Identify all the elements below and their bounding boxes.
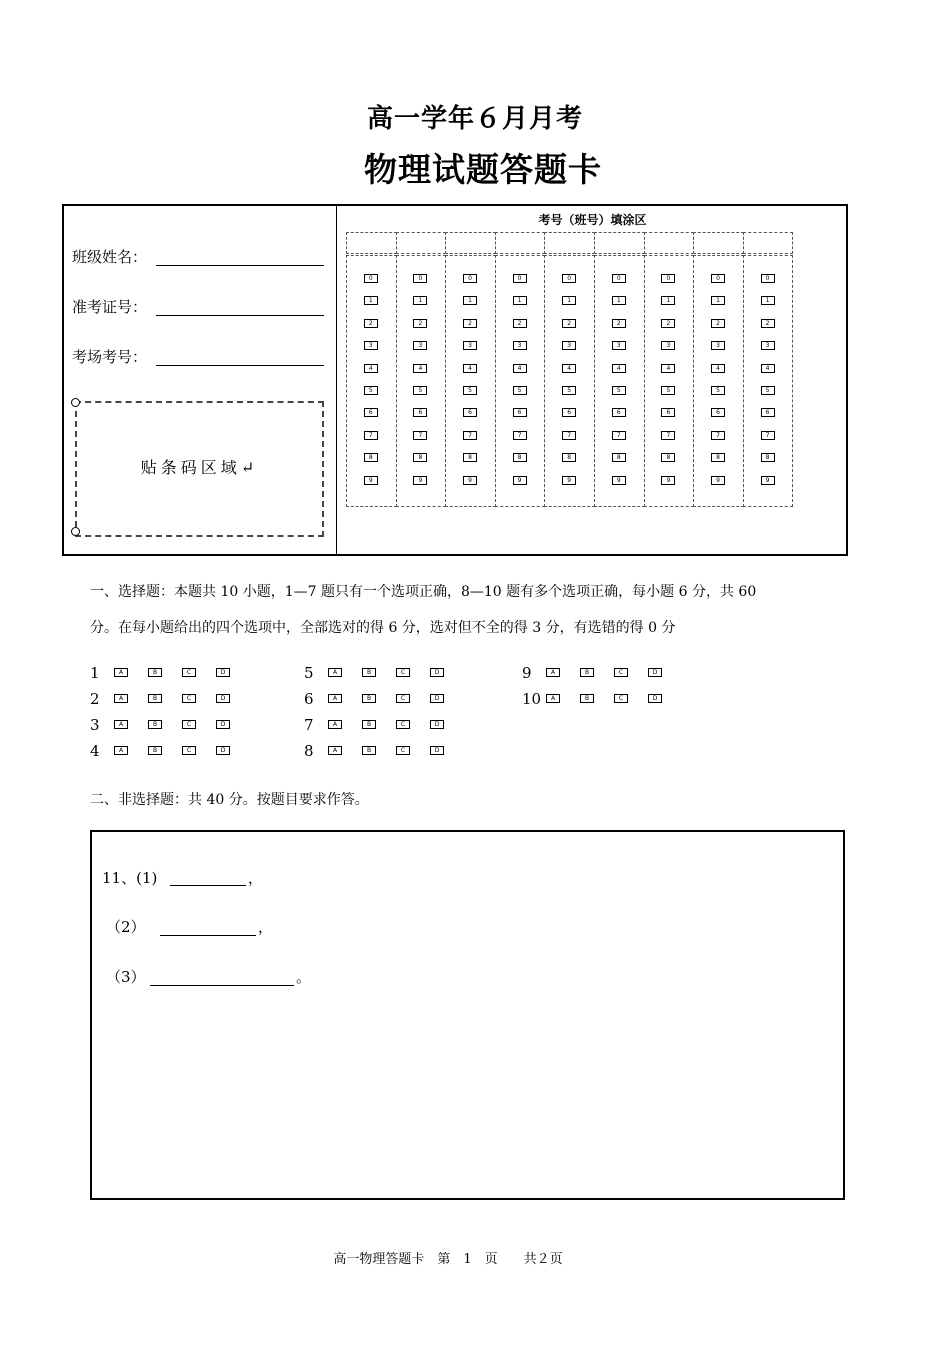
choice-bubble-c[interactable]: C: [396, 720, 410, 729]
id-digit-bubble[interactable]: 3: [612, 341, 626, 350]
page-footer: 高一物理答题卡 第 1 页 共２页: [333, 1252, 563, 1267]
choice-bubble-a[interactable]: A: [114, 720, 128, 729]
barcode-corner-marker: [71, 398, 80, 407]
q11-end-mark: 。: [296, 968, 312, 986]
id-digit-bubble[interactable]: 6: [612, 408, 626, 417]
exam-title: 高一学年６月月考: [366, 104, 583, 134]
id-digit-bubble[interactable]: 8: [463, 453, 477, 462]
question-number: 6: [304, 690, 314, 708]
id-write-cell[interactable]: [396, 232, 447, 254]
choice-bubble-c[interactable]: C: [614, 668, 628, 677]
id-digit-bubble[interactable]: 6: [513, 408, 527, 417]
id-digit-column: [445, 255, 496, 507]
section1-instructions-line2: 分。在每小题给出的四个选项中，全部选对的得 6 分，选对但不全的得 3 分，有选错的得 0 分: [90, 620, 676, 636]
id-digit-bubble[interactable]: 8: [413, 453, 427, 462]
id-digit-bubble[interactable]: 4: [513, 364, 527, 373]
question-number: 7: [304, 716, 314, 734]
id-digit-bubble[interactable]: 5: [761, 386, 775, 395]
id-digit-column: [693, 255, 744, 507]
id-digit-bubble[interactable]: 6: [562, 408, 576, 417]
answer-sheet-title: 物理试题答题卡: [364, 150, 602, 189]
id-digit-bubble[interactable]: 1: [562, 296, 576, 305]
choice-bubble-c[interactable]: C: [182, 720, 196, 729]
id-digit-bubble[interactable]: 3: [513, 341, 527, 350]
id-digit-bubble[interactable]: 0: [711, 274, 725, 283]
id-digit-bubble[interactable]: 2: [413, 319, 427, 328]
section2-instructions: 二、非选择题：共 40 分。按题目要求作答。: [90, 792, 369, 808]
id-write-cell[interactable]: [644, 232, 695, 254]
id-write-cell[interactable]: [594, 232, 645, 254]
choice-bubble-a[interactable]: A: [546, 694, 560, 703]
id-digit-bubble[interactable]: 3: [661, 341, 675, 350]
choice-bubble-c[interactable]: C: [614, 694, 628, 703]
exam-number-label: 准考证号：: [72, 298, 148, 316]
choice-bubble-a[interactable]: A: [328, 746, 342, 755]
id-digit-bubble[interactable]: 5: [364, 386, 378, 395]
id-write-cell[interactable]: [495, 232, 546, 254]
id-digit-bubble[interactable]: 0: [661, 274, 675, 283]
id-digit-bubble[interactable]: 9: [413, 476, 427, 485]
id-digit-bubble[interactable]: 1: [463, 296, 477, 305]
id-digit-column: [594, 255, 645, 507]
id-digit-bubble[interactable]: 0: [612, 274, 626, 283]
id-digit-bubble[interactable]: 7: [661, 431, 675, 440]
id-digit-bubble[interactable]: 9: [661, 476, 675, 485]
id-digit-bubble[interactable]: 9: [463, 476, 477, 485]
id-digit-bubble[interactable]: 2: [612, 319, 626, 328]
id-digit-bubble[interactable]: 6: [661, 408, 675, 417]
id-write-cell[interactable]: [743, 232, 794, 254]
choice-bubble-a[interactable]: A: [328, 694, 342, 703]
id-digit-bubble[interactable]: 6: [364, 408, 378, 417]
id-digit-bubble[interactable]: 7: [711, 431, 725, 440]
q11-prefix: 11、(1): [102, 869, 158, 887]
id-digit-bubble[interactable]: 3: [761, 341, 775, 350]
id-digit-bubble[interactable]: 8: [513, 453, 527, 462]
id-digit-bubble[interactable]: 9: [513, 476, 527, 485]
choice-bubble-d[interactable]: D: [216, 668, 230, 677]
id-digit-bubble[interactable]: 3: [562, 341, 576, 350]
choice-bubble-b[interactable]: B: [362, 694, 376, 703]
id-digit-bubble[interactable]: 5: [463, 386, 477, 395]
id-digit-bubble[interactable]: 0: [463, 274, 477, 283]
question-number: 3: [90, 716, 100, 734]
id-digit-bubble[interactable]: 0: [761, 274, 775, 283]
id-digit-bubble[interactable]: 5: [711, 386, 725, 395]
id-digit-bubble[interactable]: 9: [761, 476, 775, 485]
question-number: 9: [522, 664, 532, 682]
id-digit-column: [396, 255, 447, 507]
id-digit-bubble[interactable]: 8: [661, 453, 675, 462]
id-write-cell[interactable]: [693, 232, 744, 254]
q11-blank-1[interactable]: [170, 884, 246, 886]
id-digit-bubble[interactable]: 4: [761, 364, 775, 373]
question-number: 1: [90, 664, 100, 682]
id-digit-bubble[interactable]: 9: [364, 476, 378, 485]
choice-bubble-d[interactable]: D: [430, 694, 444, 703]
choice-bubble-c[interactable]: C: [182, 694, 196, 703]
id-digit-bubble[interactable]: 2: [711, 319, 725, 328]
id-digit-bubble[interactable]: 8: [711, 453, 725, 462]
exam-number-field[interactable]: [156, 314, 324, 316]
id-digit-bubble[interactable]: 4: [364, 364, 378, 373]
id-digit-bubble[interactable]: 6: [761, 408, 775, 417]
choice-bubble-b[interactable]: B: [580, 694, 594, 703]
question-number: 4: [90, 742, 100, 760]
choice-bubble-d[interactable]: D: [648, 668, 662, 677]
id-digit-bubble[interactable]: 8: [364, 453, 378, 462]
id-digit-bubble[interactable]: 9: [562, 476, 576, 485]
id-digit-bubble[interactable]: 7: [413, 431, 427, 440]
id-digit-bubble[interactable]: 8: [761, 453, 775, 462]
choice-bubble-a[interactable]: A: [114, 694, 128, 703]
id-digit-bubble[interactable]: 7: [513, 431, 527, 440]
question-number: 5: [304, 664, 314, 682]
barcode-corner-marker: [71, 527, 80, 536]
id-write-cell[interactable]: [445, 232, 496, 254]
id-zone-title: 考号（班号）填涂区: [538, 213, 647, 227]
barcode-area-label: 贴条码区域↵: [140, 458, 259, 477]
id-digit-bubble[interactable]: 4: [413, 364, 427, 373]
choice-bubble-b[interactable]: B: [362, 720, 376, 729]
room-number-label: 考场考号：: [72, 348, 148, 366]
choice-bubble-d[interactable]: D: [430, 668, 444, 677]
id-digit-bubble[interactable]: 4: [711, 364, 725, 373]
id-digit-bubble[interactable]: 2: [364, 319, 378, 328]
id-digit-bubble[interactable]: 2: [513, 319, 527, 328]
id-digit-bubble[interactable]: 5: [513, 386, 527, 395]
id-digit-bubble[interactable]: 4: [612, 364, 626, 373]
id-write-cell[interactable]: [346, 232, 397, 254]
choice-bubble-b[interactable]: B: [580, 668, 594, 677]
choice-bubble-b[interactable]: B: [148, 720, 162, 729]
id-digit-bubble[interactable]: 3: [711, 341, 725, 350]
choice-bubble-c[interactable]: C: [396, 668, 410, 677]
id-digit-bubble[interactable]: 0: [413, 274, 427, 283]
choice-bubble-a[interactable]: A: [114, 746, 128, 755]
id-digit-bubble[interactable]: 9: [612, 476, 626, 485]
id-digit-bubble[interactable]: 7: [562, 431, 576, 440]
id-digit-bubble[interactable]: 6: [413, 408, 427, 417]
question-number: 10: [522, 690, 542, 708]
id-digit-bubble[interactable]: 1: [364, 296, 378, 305]
id-digit-bubble[interactable]: 1: [612, 296, 626, 305]
choice-bubble-d[interactable]: D: [648, 694, 662, 703]
id-digit-bubble[interactable]: 5: [413, 386, 427, 395]
id-digit-bubble[interactable]: 0: [364, 274, 378, 283]
choice-bubble-b[interactable]: B: [148, 668, 162, 677]
choice-bubble-a[interactable]: A: [114, 668, 128, 677]
id-digit-bubble[interactable]: 6: [463, 408, 477, 417]
id-digit-column: [495, 255, 546, 507]
id-digit-bubble[interactable]: 2: [562, 319, 576, 328]
choice-bubble-d[interactable]: D: [430, 720, 444, 729]
id-digit-column: [644, 255, 695, 507]
id-digit-bubble[interactable]: 0: [562, 274, 576, 283]
choice-bubble-a[interactable]: A: [328, 668, 342, 677]
q11-part2-label: （2）: [106, 918, 146, 936]
id-digit-column: [346, 255, 397, 507]
id-digit-bubble[interactable]: 4: [562, 364, 576, 373]
choice-bubble-c[interactable]: C: [396, 694, 410, 703]
id-digit-bubble[interactable]: 3: [413, 341, 427, 350]
id-digit-bubble[interactable]: 7: [761, 431, 775, 440]
id-digit-bubble[interactable]: 5: [661, 386, 675, 395]
room-number-field[interactable]: [156, 364, 324, 366]
question-number: 8: [304, 742, 314, 760]
info-box-divider: [336, 206, 337, 556]
id-digit-bubble[interactable]: 5: [562, 386, 576, 395]
id-digit-column: [743, 255, 794, 507]
q11-separator-2: ，: [258, 918, 274, 936]
choice-bubble-d[interactable]: D: [216, 694, 230, 703]
choice-bubble-c[interactable]: C: [396, 746, 410, 755]
id-digit-bubble[interactable]: 7: [364, 431, 378, 440]
q11-part3-label: （3）: [106, 968, 146, 986]
q11-separator-1: ，: [248, 869, 264, 887]
id-digit-bubble[interactable]: 8: [562, 453, 576, 462]
id-digit-bubble[interactable]: 7: [463, 431, 477, 440]
choice-bubble-a[interactable]: A: [546, 668, 560, 677]
id-digit-bubble[interactable]: 6: [711, 408, 725, 417]
id-digit-bubble[interactable]: 2: [761, 319, 775, 328]
section1-instructions-line1: 一、选择题：本题共 10 小题，1—7 题只有一个选项正确，8—10 题有多个选项正确，每小题 6 分，共 60: [90, 584, 757, 600]
choice-bubble-c[interactable]: C: [182, 746, 196, 755]
id-digit-bubble[interactable]: 1: [513, 296, 527, 305]
id-write-cell[interactable]: [544, 232, 595, 254]
id-digit-bubble[interactable]: 1: [413, 296, 427, 305]
choice-bubble-d[interactable]: D: [216, 746, 230, 755]
id-digit-bubble[interactable]: 1: [711, 296, 725, 305]
choice-bubble-a[interactable]: A: [328, 720, 342, 729]
id-digit-bubble[interactable]: 4: [661, 364, 675, 373]
id-digit-bubble[interactable]: 7: [612, 431, 626, 440]
q11-blank-3[interactable]: [150, 984, 294, 986]
id-digit-bubble[interactable]: 9: [711, 476, 725, 485]
id-digit-bubble[interactable]: 2: [661, 319, 675, 328]
id-digit-bubble[interactable]: 3: [463, 341, 477, 350]
id-digit-bubble[interactable]: 1: [761, 296, 775, 305]
question-number: 2: [90, 690, 100, 708]
choice-bubble-d[interactable]: D: [430, 746, 444, 755]
id-digit-bubble[interactable]: 0: [513, 274, 527, 283]
choice-bubble-d[interactable]: D: [216, 720, 230, 729]
id-digit-bubble[interactable]: 3: [364, 341, 378, 350]
choice-bubble-b[interactable]: B: [362, 668, 376, 677]
q11-blank-2[interactable]: [160, 934, 256, 936]
id-digit-column: [544, 255, 595, 507]
id-digit-bubble[interactable]: 5: [612, 386, 626, 395]
id-digit-bubble[interactable]: 1: [661, 296, 675, 305]
class-name-field[interactable]: [156, 264, 324, 266]
id-digit-bubble[interactable]: 4: [463, 364, 477, 373]
id-digit-bubble[interactable]: 8: [612, 453, 626, 462]
id-digit-bubble[interactable]: 2: [463, 319, 477, 328]
choice-bubble-b[interactable]: B: [362, 746, 376, 755]
class-name-label: 班级姓名：: [72, 248, 148, 266]
choice-bubble-c[interactable]: C: [182, 668, 196, 677]
choice-bubble-b[interactable]: B: [148, 694, 162, 703]
choice-bubble-b[interactable]: B: [148, 746, 162, 755]
